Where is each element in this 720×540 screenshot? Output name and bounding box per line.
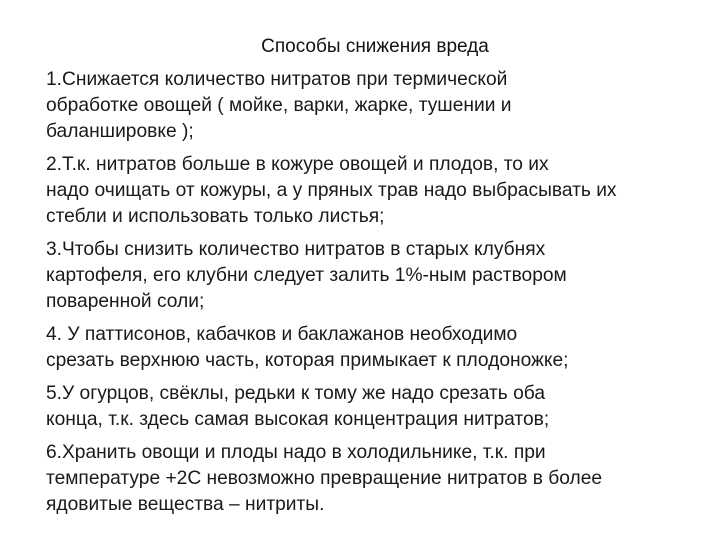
paragraph-4	[46, 322, 706, 374]
slide-title: Способы снижения вреда	[261, 36, 489, 57]
text-line: баланшировке );	[46, 121, 194, 142]
paragraph-6	[46, 440, 706, 518]
paragraph-3	[46, 237, 706, 315]
text-line: конца, т.к. здесь самая высокая концентрация нитратов;	[46, 409, 550, 430]
text-line: 3.Чтобы снизить количество нитратов в старых клубнях	[46, 239, 546, 260]
text-line: надо очищать от кожуры, а у пряных трав надо выбрасывать их	[46, 180, 617, 201]
text-line: 2.Т.к. нитратов больше в кожуре овощей и плодов, то их	[46, 154, 549, 175]
text-line: 4. У паттисонов, кабачков и баклажанов необходимо	[46, 324, 518, 345]
slide-body	[46, 67, 706, 525]
text-line: срезать верхнюю часть, которая примыкает к плодоножке;	[46, 350, 569, 371]
text-line: обработке овощей ( мойке, варки, жарке, тушении и	[46, 95, 512, 116]
text-line: 5.У огурцов, свёклы, редьки к тому же надо срезать оба	[46, 383, 545, 404]
text-line: температуре +2С невозможно превращение нитратов в более	[46, 468, 603, 489]
paragraph-1	[46, 67, 706, 145]
text-line: 1.Снижается количество нитратов при термической	[46, 69, 508, 90]
paragraph-5	[46, 381, 706, 433]
text-line: ядовитые вещества – нитриты.	[46, 494, 325, 515]
text-line: поваренной соли;	[46, 291, 205, 312]
text-line: 6.Хранить овощи и плоды надо в холодильнике, т.к. при	[46, 442, 546, 463]
text-line: картофеля, его клубни следует залить 1%-ным раствором	[46, 265, 567, 286]
text-line: стебли и использовать только листья;	[46, 206, 385, 227]
paragraph-2	[46, 152, 706, 230]
